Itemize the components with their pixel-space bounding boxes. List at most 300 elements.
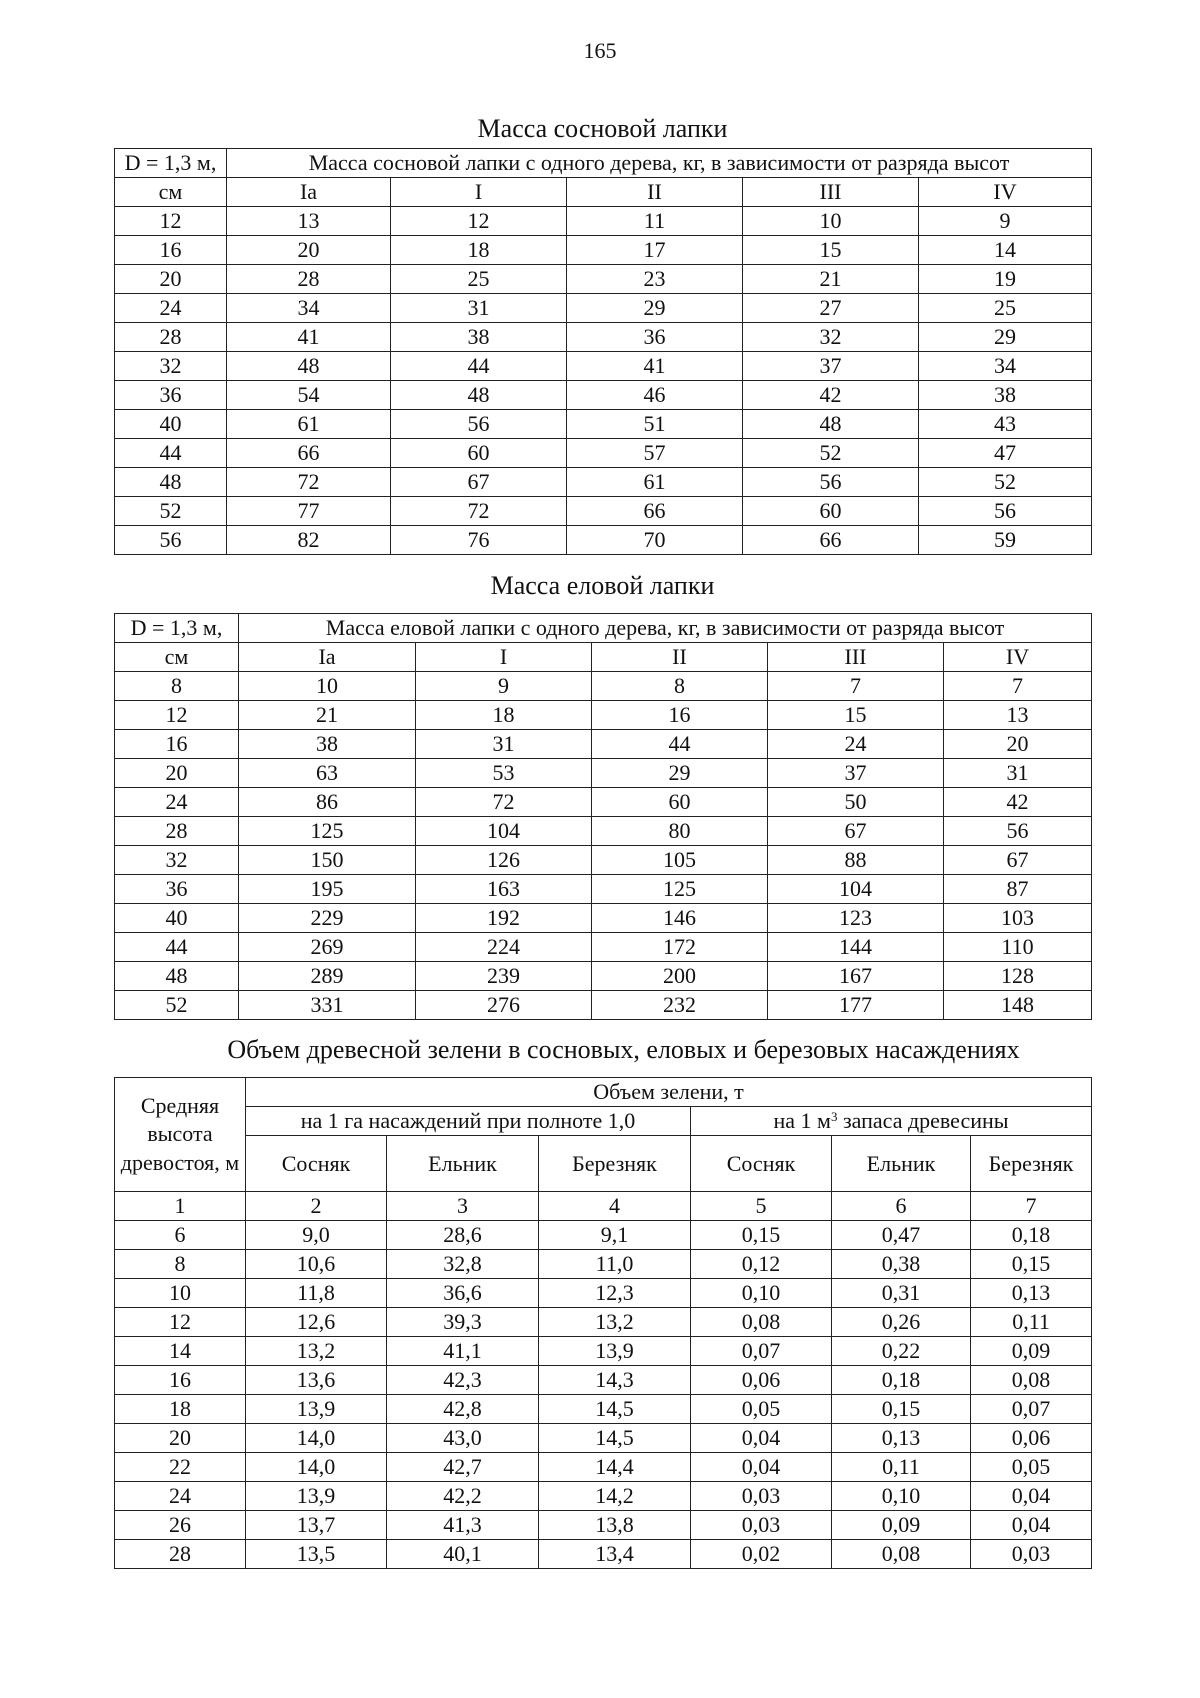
row-key-cell: 12 [115, 701, 239, 730]
table-cell: 13,8 [539, 1511, 691, 1540]
table-cell: 125 [592, 875, 768, 904]
table-cell: 54 [227, 381, 391, 410]
table-row [115, 817, 1092, 846]
table-row [115, 294, 1092, 323]
table-cell: 14,0 [246, 1453, 387, 1482]
table-cell: 13 [944, 701, 1092, 730]
header-row [115, 149, 1092, 178]
table-cell: 82 [227, 526, 391, 555]
table-cell: 0,04 [691, 1453, 832, 1482]
table-cell: 15 [768, 701, 944, 730]
row-key-cell: 48 [115, 962, 239, 991]
table-cell: 66 [567, 497, 743, 526]
diameter-header: D = 1,3 м, [115, 149, 227, 178]
table-cell: 39,3 [387, 1308, 539, 1337]
row-key-cell: 44 [115, 439, 227, 468]
table-cell: 150 [239, 846, 416, 875]
row-key-cell: 32 [115, 352, 227, 381]
table-cell: 12,3 [539, 1279, 691, 1308]
greenery-volume-table [114, 1077, 1092, 1569]
column-number-row [115, 1192, 1092, 1221]
table-cell: 32 [743, 323, 919, 352]
group-header: Масса еловой лапки с одного дерева, кг, в зависимости от разряда высот [239, 614, 1092, 643]
table-row [115, 410, 1092, 439]
greenery-table-body [115, 1078, 1092, 1569]
table-cell: 0,18 [832, 1366, 971, 1395]
table-cell: 57 [567, 439, 743, 468]
table-cell: 104 [768, 875, 944, 904]
table-cell: 88 [768, 846, 944, 875]
col-header: III [743, 178, 919, 207]
table-cell: 15 [743, 236, 919, 265]
table-cell: 125 [239, 817, 416, 846]
subgroup-pre: на 1 м [773, 1108, 831, 1133]
table-row [115, 991, 1092, 1020]
table-cell: 0,10 [691, 1279, 832, 1308]
col-number: 5 [691, 1192, 832, 1221]
col-header: II [567, 178, 743, 207]
table-title-pine: Масса сосновой лапки [477, 114, 728, 143]
table-cell: 42 [944, 788, 1092, 817]
table-cell: 60 [743, 497, 919, 526]
table-cell: 146 [592, 904, 768, 933]
table-cell: 47 [919, 439, 1092, 468]
table-cell: 20 [944, 730, 1092, 759]
table-cell: 0,26 [832, 1308, 971, 1337]
table-cell: 0,03 [691, 1511, 832, 1540]
table-row [115, 236, 1092, 265]
table-cell: 123 [768, 904, 944, 933]
row-key-cell: 28 [115, 1540, 246, 1569]
table-row [115, 701, 1092, 730]
table-cell: 0,18 [971, 1221, 1092, 1250]
col-number: 7 [971, 1192, 1092, 1221]
table-cell: 13,9 [246, 1482, 387, 1511]
row-key-cell: 8 [115, 1250, 246, 1279]
spruce-table-body [115, 614, 1092, 1020]
table-cell: 23 [567, 265, 743, 294]
table-cell: 11 [567, 207, 743, 236]
table-cell: 18 [391, 236, 567, 265]
table-cell: 14,0 [246, 1424, 387, 1453]
table-cell: 28,6 [387, 1221, 539, 1250]
col-number: 2 [246, 1192, 387, 1221]
table-cell: 0,08 [971, 1366, 1092, 1395]
subheader-row [115, 178, 1092, 207]
table-cell: 34 [919, 352, 1092, 381]
table-cell: 9,1 [539, 1221, 691, 1250]
col-number: 1 [115, 1192, 246, 1221]
table-cell: 0,11 [971, 1308, 1092, 1337]
header-row [115, 614, 1092, 643]
table-cell: 0,13 [971, 1279, 1092, 1308]
row-key-cell: 24 [115, 294, 227, 323]
table-cell: 110 [944, 933, 1092, 962]
row-key-cell: 12 [115, 1308, 246, 1337]
table-cell: 0,22 [832, 1337, 971, 1366]
table-cell: 44 [391, 352, 567, 381]
table-cell: 61 [227, 410, 391, 439]
row-key-cell: 36 [115, 381, 227, 410]
table-cell: 41,1 [387, 1337, 539, 1366]
row-key-cell: 40 [115, 410, 227, 439]
table-cell: 51 [567, 410, 743, 439]
table-cell: 0,31 [832, 1279, 971, 1308]
table-cell: 0,06 [691, 1366, 832, 1395]
table-cell: 177 [768, 991, 944, 1020]
table-cell: 42 [743, 381, 919, 410]
table-cell: 48 [227, 352, 391, 381]
row-key-cell: 8 [115, 672, 239, 701]
row-key-cell: 18 [115, 1395, 246, 1424]
row-key-cell: 48 [115, 468, 227, 497]
table-cell: 163 [416, 875, 592, 904]
subgroup-per-hectare: на 1 га насаждений при полноте 1,0 [246, 1107, 691, 1136]
row-key-cell: 10 [115, 1279, 246, 1308]
group-header: Масса сосновой лапки с одного дерева, кг, в зависимости от разряда высот [227, 149, 1092, 178]
table-cell: 25 [391, 265, 567, 294]
row-key-cell: 40 [115, 904, 239, 933]
col-header: II [592, 643, 768, 672]
table-cell: 13,9 [539, 1337, 691, 1366]
row-key-cell: 24 [115, 788, 239, 817]
row-key-cell: 44 [115, 933, 239, 962]
table-row [115, 1279, 1092, 1308]
table-row [115, 730, 1092, 759]
row-key-cell: 56 [115, 526, 227, 555]
table-cell: 0,05 [971, 1453, 1092, 1482]
row-key-cell: 26 [115, 1511, 246, 1540]
table-cell: 52 [743, 439, 919, 468]
table-cell: 0,07 [691, 1337, 832, 1366]
table-cell: 41 [567, 352, 743, 381]
table-cell: 61 [567, 468, 743, 497]
table-cell: 72 [416, 788, 592, 817]
height-header: Средняя высота древостоя, м [115, 1078, 246, 1192]
table-cell: 14,2 [539, 1482, 691, 1511]
table-cell: 60 [592, 788, 768, 817]
table-cell: 0,10 [832, 1482, 971, 1511]
table-cell: 0,06 [971, 1424, 1092, 1453]
col-number: 4 [539, 1192, 691, 1221]
table-cell: 80 [592, 817, 768, 846]
table-cell: 103 [944, 904, 1092, 933]
col-header: Ельник [832, 1136, 971, 1192]
table-cell: 13,2 [539, 1308, 691, 1337]
table-cell: 34 [227, 294, 391, 323]
table-row [115, 1221, 1092, 1250]
row-key-cell: 16 [115, 1366, 246, 1395]
table-row [115, 526, 1092, 555]
table-cell: 56 [743, 468, 919, 497]
table-cell: 42,8 [387, 1395, 539, 1424]
table-cell: 52 [919, 468, 1092, 497]
table-cell: 56 [919, 497, 1092, 526]
table-cell: 72 [391, 497, 567, 526]
table-cell: 42,2 [387, 1482, 539, 1511]
table-cell: 13 [227, 207, 391, 236]
table-cell: 269 [239, 933, 416, 962]
table-cell: 13,5 [246, 1540, 387, 1569]
table-cell: 40,1 [387, 1540, 539, 1569]
table-row [115, 265, 1092, 294]
diameter-unit: см [115, 643, 239, 672]
table-cell: 9,0 [246, 1221, 387, 1250]
col-header: Ia [227, 178, 391, 207]
table-cell: 276 [416, 991, 592, 1020]
table-cell: 67 [944, 846, 1092, 875]
col-header: Сосняк [246, 1136, 387, 1192]
table-cell: 27 [743, 294, 919, 323]
table-cell: 86 [239, 788, 416, 817]
table-row [115, 672, 1092, 701]
table-cell: 7 [768, 672, 944, 701]
table-cell: 66 [743, 526, 919, 555]
table-cell: 13,2 [246, 1337, 387, 1366]
row-key-cell: 52 [115, 991, 239, 1020]
table-cell: 13,4 [539, 1540, 691, 1569]
table-cell: 38 [239, 730, 416, 759]
table-cell: 56 [944, 817, 1092, 846]
table-cell: 192 [416, 904, 592, 933]
table-row [115, 788, 1092, 817]
table-row [115, 1511, 1092, 1540]
table-cell: 232 [592, 991, 768, 1020]
table-cell: 9 [919, 207, 1092, 236]
superscript-3: 3 [830, 1109, 838, 1124]
table-cell: 21 [743, 265, 919, 294]
table-cell: 32,8 [387, 1250, 539, 1279]
table-cell: 200 [592, 962, 768, 991]
table-cell: 0,11 [832, 1453, 971, 1482]
table-cell: 56 [391, 410, 567, 439]
subgroup-row [115, 1107, 1092, 1136]
table-cell: 0,08 [691, 1308, 832, 1337]
table-cell: 172 [592, 933, 768, 962]
table-cell: 25 [919, 294, 1092, 323]
pine-table-body [115, 149, 1092, 555]
col-number: 6 [832, 1192, 971, 1221]
row-key-cell: 24 [115, 1482, 246, 1511]
table-cell: 44 [592, 730, 768, 759]
col-header: I [416, 643, 592, 672]
table-cell: 13,9 [246, 1395, 387, 1424]
diameter-unit: см [115, 178, 227, 207]
table-cell: 76 [391, 526, 567, 555]
table-cell: 37 [743, 352, 919, 381]
row-key-cell: 28 [115, 817, 239, 846]
table-cell: 10 [239, 672, 416, 701]
table-row [115, 1453, 1092, 1482]
table-cell: 42,3 [387, 1366, 539, 1395]
table-row [115, 497, 1092, 526]
row-key-cell: 16 [115, 236, 227, 265]
table-cell: 38 [391, 323, 567, 352]
row-key-cell: 36 [115, 875, 239, 904]
table-cell: 331 [239, 991, 416, 1020]
col-header: IV [944, 643, 1092, 672]
table-cell: 42,7 [387, 1453, 539, 1482]
subheader-row [115, 643, 1092, 672]
table-cell: 0,47 [832, 1221, 971, 1250]
table-row [115, 1366, 1092, 1395]
row-key-cell: 14 [115, 1337, 246, 1366]
table-row [115, 933, 1092, 962]
table-cell: 126 [416, 846, 592, 875]
table-cell: 29 [592, 759, 768, 788]
table-cell: 14,5 [539, 1424, 691, 1453]
table-row [115, 1424, 1092, 1453]
species-row [115, 1136, 1092, 1192]
table-row [115, 1308, 1092, 1337]
table-cell: 36 [567, 323, 743, 352]
table-cell: 11,8 [246, 1279, 387, 1308]
row-key-cell: 28 [115, 323, 227, 352]
table-row [115, 439, 1092, 468]
table-cell: 31 [391, 294, 567, 323]
col-header: I [391, 178, 567, 207]
table-row [115, 468, 1092, 497]
table-cell: 224 [416, 933, 592, 962]
row-key-cell: 20 [115, 759, 239, 788]
table-cell: 31 [944, 759, 1092, 788]
table-cell: 29 [567, 294, 743, 323]
col-header: III [768, 643, 944, 672]
subgroup-post: запаса древесины [837, 1108, 1009, 1133]
col-header: IV [919, 178, 1092, 207]
table-cell: 0,13 [832, 1424, 971, 1453]
row-key-cell: 20 [115, 265, 227, 294]
table-cell: 0,38 [832, 1250, 971, 1279]
table-cell: 14 [919, 236, 1092, 265]
table-row [115, 207, 1092, 236]
table-row [115, 875, 1092, 904]
table-cell: 16 [592, 701, 768, 730]
table-cell: 0,09 [971, 1337, 1092, 1366]
table-cell: 87 [944, 875, 1092, 904]
table-cell: 18 [416, 701, 592, 730]
table-cell: 43 [919, 410, 1092, 439]
table-cell: 72 [227, 468, 391, 497]
table-cell: 12 [391, 207, 567, 236]
table-row [115, 846, 1092, 875]
table-cell: 70 [567, 526, 743, 555]
table-cell: 48 [743, 410, 919, 439]
table-cell: 195 [239, 875, 416, 904]
table-cell: 0,04 [691, 1424, 832, 1453]
row-key-cell: 20 [115, 1424, 246, 1453]
row-key-cell: 22 [115, 1453, 246, 1482]
table-row [115, 352, 1092, 381]
row-key-cell: 6 [115, 1221, 246, 1250]
table-cell: 17 [567, 236, 743, 265]
table-cell: 43,0 [387, 1424, 539, 1453]
spruce-branch-mass-table [114, 613, 1092, 1020]
table-cell: 239 [416, 962, 592, 991]
table-cell: 13,7 [246, 1511, 387, 1540]
table-cell: 19 [919, 265, 1092, 294]
table-cell: 21 [239, 701, 416, 730]
table-cell: 14,3 [539, 1366, 691, 1395]
table-cell: 148 [944, 991, 1092, 1020]
table-cell: 66 [227, 439, 391, 468]
row-key-cell: 52 [115, 497, 227, 526]
table-cell: 0,03 [971, 1540, 1092, 1569]
table-cell: 20 [227, 236, 391, 265]
col-header: Ia [239, 643, 416, 672]
table-row [115, 1337, 1092, 1366]
table-title-spruce: Масса еловой лапки [490, 571, 715, 600]
header-row [115, 1078, 1092, 1107]
table-cell: 50 [768, 788, 944, 817]
table-cell: 60 [391, 439, 567, 468]
table-cell: 0,03 [691, 1482, 832, 1511]
table-cell: 37 [768, 759, 944, 788]
table-cell: 41,3 [387, 1511, 539, 1540]
table-cell: 12,6 [246, 1308, 387, 1337]
table-cell: 67 [391, 468, 567, 497]
table-cell: 24 [768, 730, 944, 759]
row-key-cell: 32 [115, 846, 239, 875]
group-header: Объем зелени, т [246, 1078, 1092, 1107]
row-key-cell: 16 [115, 730, 239, 759]
table-cell: 48 [391, 381, 567, 410]
col-number: 3 [387, 1192, 539, 1221]
table-cell: 63 [239, 759, 416, 788]
table-cell: 0,12 [691, 1250, 832, 1279]
row-key-cell: 12 [115, 207, 227, 236]
table-cell: 229 [239, 904, 416, 933]
table-row [115, 1482, 1092, 1511]
table-cell: 77 [227, 497, 391, 526]
table-cell: 0,04 [971, 1482, 1092, 1511]
table-cell: 128 [944, 962, 1092, 991]
table-cell: 11,0 [539, 1250, 691, 1279]
table-cell: 105 [592, 846, 768, 875]
table-cell: 67 [768, 817, 944, 846]
table-cell: 0,02 [691, 1540, 832, 1569]
table-cell: 14,4 [539, 1453, 691, 1482]
table-cell: 14,5 [539, 1395, 691, 1424]
table-row [115, 1250, 1092, 1279]
table-cell: 13,6 [246, 1366, 387, 1395]
table-cell: 167 [768, 962, 944, 991]
col-header: Сосняк [691, 1136, 832, 1192]
table-cell: 0,04 [971, 1511, 1092, 1540]
table-cell: 7 [944, 672, 1092, 701]
table-cell: 0,09 [832, 1511, 971, 1540]
table-cell: 28 [227, 265, 391, 294]
table-row [115, 759, 1092, 788]
col-header: Березняк [539, 1136, 691, 1192]
table-cell: 0,07 [971, 1395, 1092, 1424]
col-header: Березняк [971, 1136, 1092, 1192]
table-cell: 0,05 [691, 1395, 832, 1424]
table-title-greenery: Объем древесной зелени в сосновых, еловых и березовых насаждениях [227, 1035, 1020, 1064]
table-cell: 59 [919, 526, 1092, 555]
table-cell: 9 [416, 672, 592, 701]
table-row [115, 381, 1092, 410]
table-cell: 53 [416, 759, 592, 788]
table-cell: 29 [919, 323, 1092, 352]
table-cell: 289 [239, 962, 416, 991]
table-cell: 8 [592, 672, 768, 701]
table-cell: 46 [567, 381, 743, 410]
table-cell: 0,15 [691, 1221, 832, 1250]
table-cell: 10,6 [246, 1250, 387, 1279]
page-number: 165 [583, 38, 617, 63]
pine-branch-mass-table [114, 148, 1092, 555]
